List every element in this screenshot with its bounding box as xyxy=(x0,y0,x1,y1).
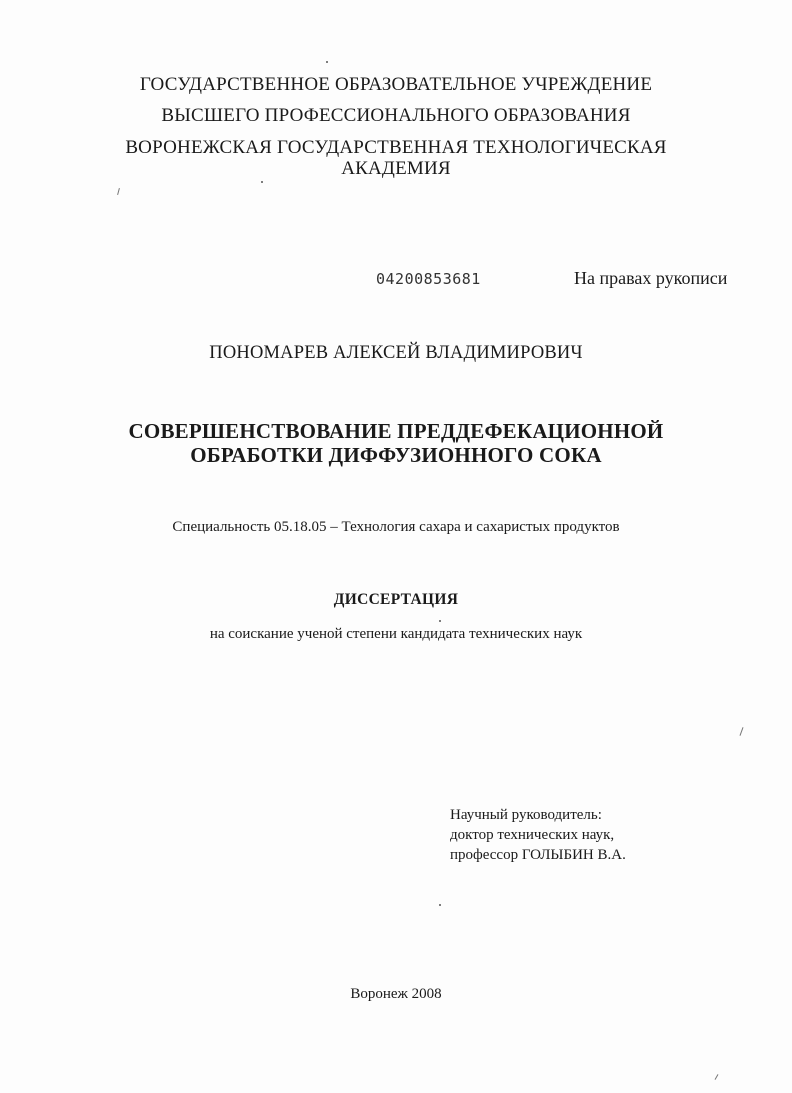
supervisor-name: профессор ГОЛЫБИН В.А. xyxy=(450,847,626,863)
scan-speck xyxy=(261,181,263,183)
manuscript-rights-label: На правах рукописи xyxy=(574,268,728,288)
degree-line: на соискание ученой степени кандидата технических наук xyxy=(209,626,583,642)
scan-speck xyxy=(326,61,328,63)
scan-mark xyxy=(117,188,120,195)
institution-line-1: ГОСУДАРСТВЕННОЕ ОБРАЗОВАТЕЛЬНОЕ УЧРЕЖДЕНИЕ xyxy=(139,74,653,95)
supervisor-label: Научный руководитель: xyxy=(450,807,602,823)
scan-mark xyxy=(739,727,743,736)
dissertation-title-line-1: СОВЕРШЕНСТВОВАНИЕ ПРЕДДЕФЕКАЦИОННОЙ xyxy=(128,419,664,443)
institution-line-3: ВОРОНЕЖСКАЯ ГОСУДАРСТВЕННАЯ ТЕХНОЛОГИЧЕСКАЯ xyxy=(125,137,667,158)
scan-mark xyxy=(715,1074,719,1080)
library-stamp-number: 04200853681 xyxy=(376,270,481,288)
dissertation-title-line-2: ОБРАБОТКИ ДИФФУЗИОННОГО СОКА xyxy=(190,443,602,467)
scan-speck xyxy=(439,904,441,906)
author-name: ПОНОМАРЕВ АЛЕКСЕЙ ВЛАДИМИРОВИЧ xyxy=(209,343,583,363)
supervisor-degree: доктор технических наук, xyxy=(450,827,615,843)
scan-speck xyxy=(439,620,441,622)
supervisor-block xyxy=(450,805,626,865)
city-year: Воронеж 2008 xyxy=(350,986,442,1002)
document-type: ДИССЕРТАЦИЯ xyxy=(333,591,459,608)
institution-line-2: ВЫСШЕГО ПРОФЕССИОНАЛЬНОГО ОБРАЗОВАНИЯ xyxy=(161,105,631,126)
specialty-line: Специальность 05.18.05 – Технология сахара и сахаристых продуктов xyxy=(172,519,620,535)
institution-line-4: АКАДЕМИЯ xyxy=(341,158,451,179)
